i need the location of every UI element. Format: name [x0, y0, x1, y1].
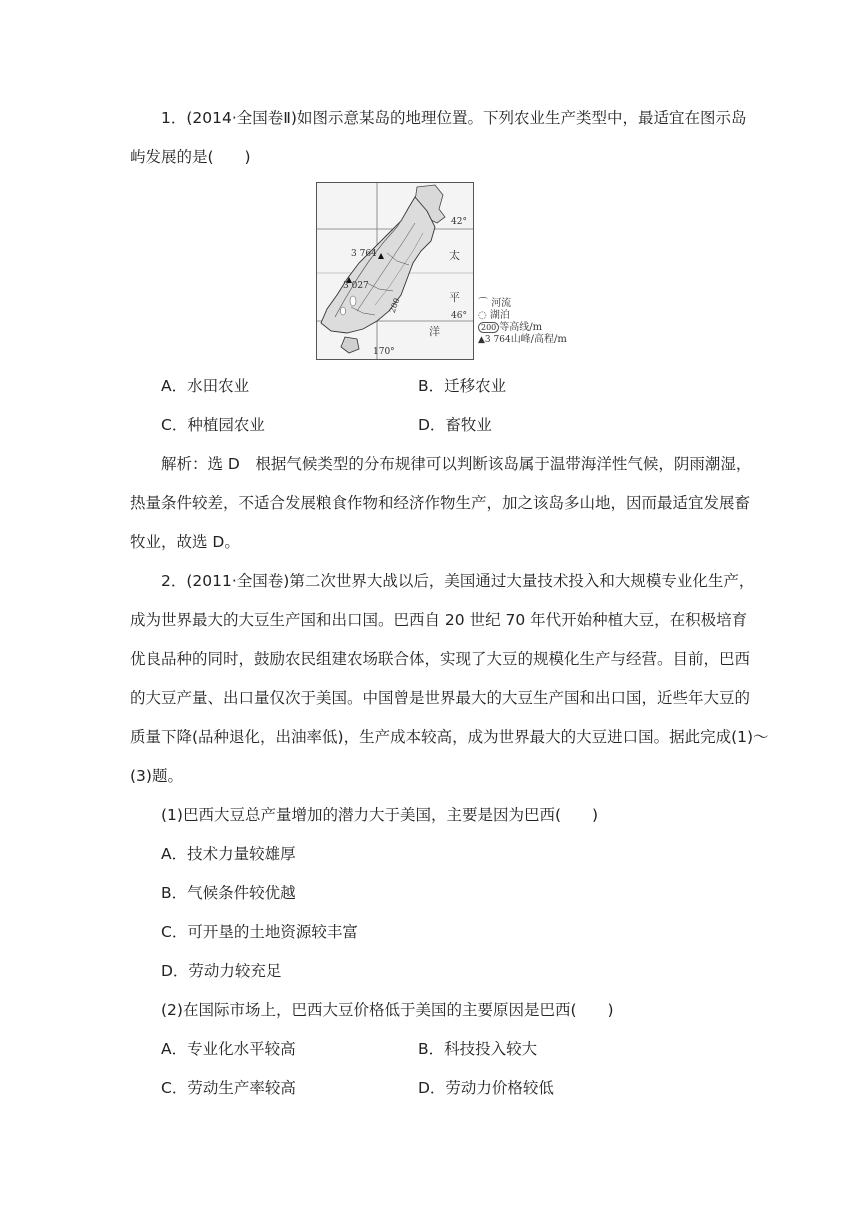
peak-label-1: 3 764 — [351, 249, 377, 259]
legend-lake-label: 湖泊 — [489, 310, 510, 321]
q2-sub1-option-d: D．劳动力较充足 — [161, 962, 282, 980]
q2-stem-line2: 成为世界最大的大豆生产国和出口国。巴西自 20 世纪 70 年代开始种植大豆，在积极培育 — [130, 611, 748, 629]
q2-sub1-option-c: C．可开垦的土地资源较丰富 — [161, 923, 358, 941]
q2-stem-line6: (3)题。 — [130, 767, 183, 785]
ocean-label-2: 平 — [449, 291, 460, 304]
island-map-drawing — [317, 183, 473, 359]
river-icon: ⌒ — [478, 298, 492, 309]
longitude-label-170: 170° — [373, 347, 395, 357]
q1-stem-line1: 1．(2014·全国卷Ⅱ)如图示意某岛的地理位置。下列农业生产类型中，最适宜在图示岛 — [161, 109, 747, 127]
ocean-label-1: 太 — [449, 249, 460, 262]
contour-icon: 200 — [478, 322, 499, 333]
q1-option-d: D．畜牧业 — [418, 416, 492, 434]
q1-analysis-line3: 牧业，故选 D。 — [130, 533, 240, 551]
q2-sub2-option-d: D．劳动力价格较低 — [418, 1079, 554, 1097]
q1-option-c: C．种植园农业 — [161, 416, 265, 434]
q2-sub2-option-c: C．劳动生产率较高 — [161, 1079, 296, 1097]
q2-sub2-stem: (2)在国际市场上，巴西大豆价格低于美国的主要原因是巴西( ) — [161, 1001, 614, 1019]
legend-lake — [478, 310, 567, 322]
q1-option-a: A．水田农业 — [161, 377, 250, 395]
q1-analysis-line1: 解析：选 D 根据气候类型的分布规律可以判断该岛属于温带海洋性气候，阴雨潮湿， — [161, 455, 752, 473]
q1-analysis-line2: 热量条件较差，不适合发展粮食作物和经济作物生产，加之该岛多山地，因而最适宜发展畜 — [130, 494, 751, 512]
legend-contour — [478, 322, 567, 334]
lake-icon: ◌ — [478, 310, 490, 321]
legend-peak-label: 山峰/高程/m — [510, 334, 567, 345]
q2-sub2-option-b: B．科技投入较大 — [418, 1040, 538, 1058]
q2-stem-line1: 2．(2011·全国卷)第二次世界大战以后，美国通过大量技术投入和大规模专业化生产， — [161, 572, 755, 590]
peak-icon: ▲3 764 — [478, 335, 511, 345]
contour-value-label: 200 — [387, 296, 402, 315]
q2-sub1-option-a: A．技术力量较雄厚 — [161, 845, 296, 863]
q1-option-b: B．迁移农业 — [418, 377, 507, 395]
legend-river — [478, 298, 567, 310]
map-legend — [478, 298, 567, 346]
q2-stem-line3: 优良品种的同时，鼓励农民组建农场联合体，实现了大豆的规模化生产与经营。目前，巴西 — [130, 650, 751, 668]
q1-stem-line2: 屿发展的是( ) — [130, 148, 251, 166]
latitude-label-46: 46° — [451, 311, 467, 321]
legend-peak — [478, 334, 567, 346]
ocean-label-3: 洋 — [429, 325, 440, 338]
q2-sub1-stem: (1)巴西大豆总产量增加的潜力大于美国，主要是因为巴西( ) — [161, 806, 599, 824]
latitude-label-42: 42° — [451, 217, 467, 227]
legend-contour-label: 等高线/m — [499, 322, 543, 333]
q2-sub2-option-a: A．专业化水平较高 — [161, 1040, 296, 1058]
peak-label-2: 3 027 — [343, 281, 369, 291]
q2-stem-line4: 的大豆产量、出口量仅次于美国。中国曾是世界最大的大豆生产国和出口国，近些年大豆的 — [130, 689, 751, 707]
q2-stem-line5: 质量下降(品种退化，出油率低)，生产成本较高，成为世界最大的大豆进口国。据此完成(1)～ — [130, 728, 769, 746]
q2-sub1-option-b: B．气候条件较优越 — [161, 884, 296, 902]
island-map — [316, 182, 474, 360]
legend-river-label: 河流 — [491, 298, 512, 309]
